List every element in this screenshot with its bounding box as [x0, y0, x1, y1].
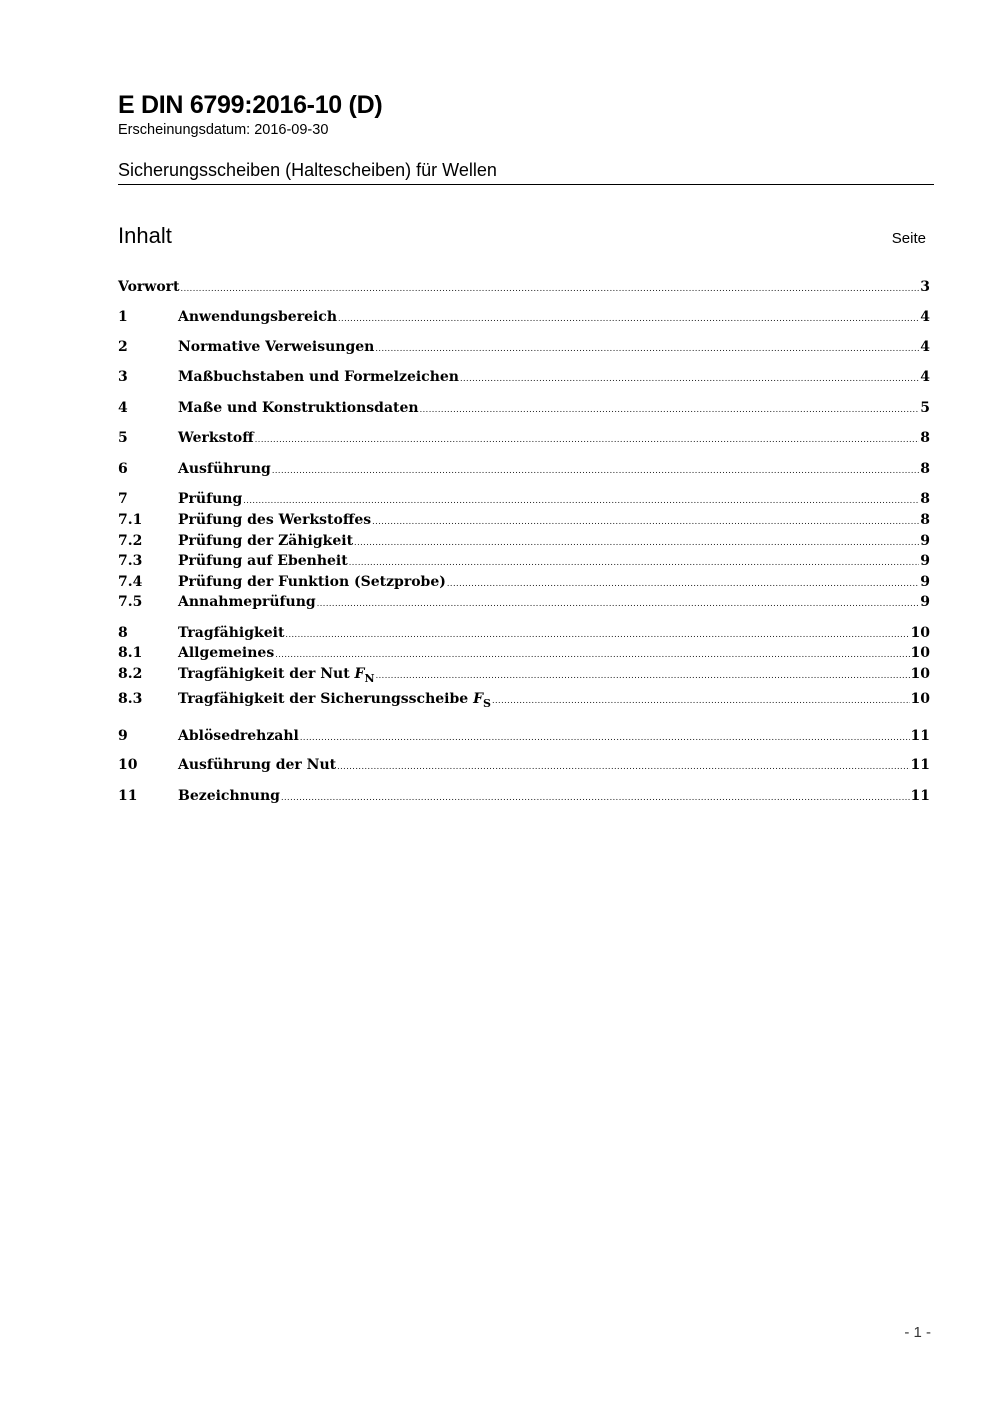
toc-entry-page: 4 — [920, 309, 930, 325]
toc-entry-10[interactable] — [118, 757, 930, 777]
toc-entry-number: 11 — [118, 788, 138, 804]
toc-entry-label: Allgemeines — [178, 645, 275, 661]
toc-entry-label: Prüfung auf Ebenheit — [178, 553, 348, 569]
toc-entry-number: 8 — [118, 625, 128, 641]
toc-leader-dots — [420, 405, 920, 414]
toc-entry-page: 9 — [920, 574, 930, 590]
toc-entry-vorwort[interactable] — [118, 279, 930, 299]
toc-entry-number: 8.2 — [118, 666, 143, 682]
toc-leader-dots — [372, 517, 919, 526]
toc-entry-number: 6 — [118, 461, 128, 477]
toc-leader-dots — [275, 650, 909, 659]
toc-entry-number: 7.3 — [118, 553, 143, 569]
toc-entry-7-4[interactable] — [118, 574, 930, 594]
toc-entry-page: 11 — [910, 788, 930, 804]
toc-entry-label: Werkstoff — [178, 430, 254, 446]
toc-entry-number: 7.5 — [118, 594, 143, 610]
toc-leader-dots — [338, 314, 919, 323]
toc-leader-dots — [255, 435, 920, 444]
toc-entry-number: 3 — [118, 369, 128, 385]
toc-entry-8-3[interactable] — [118, 691, 930, 711]
toc-entry-label: Maßbuchstaben und Formelzeichen — [178, 369, 459, 385]
toc-entry-page: 3 — [920, 279, 930, 295]
toc-entry-page: 9 — [920, 533, 930, 549]
toc-entry-number: 7.2 — [118, 533, 143, 549]
toc-entry-8-1[interactable] — [118, 645, 930, 665]
toc-leader-dots — [376, 671, 910, 680]
toc-leader-dots — [492, 696, 910, 705]
toc-entry-page: 10 — [910, 645, 930, 661]
toc-leader-dots — [300, 733, 910, 742]
formula-symbol — [354, 666, 375, 685]
toc-leader-dots — [181, 284, 920, 293]
toc-entry-8-2[interactable] — [118, 666, 930, 686]
toc-entry-page: 9 — [920, 594, 930, 610]
toc-entry-page: 5 — [920, 400, 930, 416]
toc-entry-5[interactable] — [118, 430, 930, 450]
toc-entry-page: 4 — [920, 339, 930, 355]
toc-entry-page: 11 — [910, 728, 930, 744]
document-subject: Sicherungsscheiben (Haltescheiben) für Wellen — [118, 159, 934, 185]
page-number: - 1 - — [904, 1324, 931, 1341]
toc-entry-7-1[interactable] — [118, 512, 930, 532]
toc-entry-7-2[interactable] — [118, 533, 930, 553]
toc-entry-page: 11 — [910, 757, 930, 773]
toc-entry-label: Ausführung der Nut — [178, 757, 337, 773]
formula-symbol-main: F — [473, 691, 484, 707]
toc-entry-label: Vorwort — [118, 279, 180, 295]
toc-entry-number: 7 — [118, 491, 128, 507]
toc-entry-label: Tragfähigkeit — [178, 625, 285, 641]
toc-entry-7-3[interactable] — [118, 553, 930, 573]
toc-leader-dots — [460, 374, 919, 383]
toc-leader-dots — [375, 344, 919, 353]
toc-entry-page: 10 — [910, 691, 930, 707]
toc-entry-label: Prüfung des Werkstoffes — [178, 512, 372, 528]
toc-entry-3[interactable] — [118, 369, 930, 389]
toc-entry-label-text: Tragfähigkeit der Sicherungsscheibe — [178, 691, 469, 707]
toc-entry-label: Bezeichnung — [178, 788, 280, 804]
toc-leader-dots — [281, 793, 910, 802]
toc-entry-6[interactable] — [118, 461, 930, 481]
toc-entry-label: Annahmeprüfung — [178, 594, 316, 610]
toc-entry-number: 7.1 — [118, 512, 143, 528]
toc-entry-page: 8 — [920, 491, 930, 507]
toc-heading — [118, 223, 926, 249]
toc-entry-label: Maße und Konstruktionsdaten — [178, 400, 419, 416]
toc-page-column-label: Seite — [891, 230, 926, 247]
toc-entry-7[interactable] — [118, 491, 930, 511]
toc-entry-2[interactable] — [118, 339, 930, 359]
toc-entry-7-5[interactable] — [118, 594, 930, 614]
toc-title: Inhalt — [118, 223, 172, 248]
toc-leader-dots — [349, 558, 920, 567]
formula-symbol-main: F — [354, 666, 365, 682]
toc-entry-label — [178, 691, 491, 710]
publication-date: Erscheinungsdatum: 2016-09-30 — [118, 122, 329, 138]
toc-leader-dots — [447, 579, 919, 588]
toc-entry-1[interactable] — [118, 309, 930, 329]
toc-entry-page: 10 — [910, 666, 930, 682]
toc-entry-number: 10 — [118, 757, 138, 773]
toc-entry-4[interactable] — [118, 400, 930, 420]
document-header — [118, 90, 934, 185]
toc-entry-label-text: Tragfähigkeit der Nut — [178, 666, 350, 682]
toc-entry-11[interactable] — [118, 788, 930, 808]
toc-entry-label: Prüfung — [178, 491, 243, 507]
toc-entry-number: 1 — [118, 309, 128, 325]
document-id: E DIN 6799:2016-10 (D) — [118, 91, 383, 119]
toc-leader-dots — [354, 538, 919, 547]
toc-entry-page: 10 — [910, 625, 930, 641]
toc-entry-label: Prüfung der Zähigkeit — [178, 533, 354, 549]
toc-leader-dots — [317, 599, 920, 608]
toc-entry-number: 8.1 — [118, 645, 143, 661]
toc-entry-page: 8 — [920, 461, 930, 477]
toc-entry-9[interactable] — [118, 728, 930, 748]
toc-entry-label: Normative Verweisungen — [178, 339, 375, 355]
toc-entry-label: Prüfung der Funktion (Setzprobe) — [178, 574, 446, 590]
toc-entry-number: 4 — [118, 400, 128, 416]
toc-leader-dots — [285, 630, 909, 639]
toc-entry-number: 9 — [118, 728, 128, 744]
toc-entry-page: 9 — [920, 553, 930, 569]
toc-entry-page: 8 — [920, 430, 930, 446]
toc-entry-number: 8.3 — [118, 691, 143, 707]
formula-symbol-subscript: S — [483, 696, 491, 710]
toc-leader-dots — [243, 496, 919, 505]
toc-entry-number: 7.4 — [118, 574, 143, 590]
toc-entry-page: 4 — [920, 369, 930, 385]
toc-entry-label: Ausführung — [178, 461, 271, 477]
toc-entry-page: 8 — [920, 512, 930, 528]
formula-symbol — [473, 691, 491, 710]
toc-leader-dots — [337, 762, 909, 771]
toc-entry-8[interactable] — [118, 625, 930, 645]
toc-entry-number: 2 — [118, 339, 128, 355]
toc-leader-dots — [272, 466, 919, 475]
toc-entry-label: Ablösedrehzahl — [178, 728, 299, 744]
toc-entry-number: 5 — [118, 430, 128, 446]
toc-entry-label — [178, 666, 375, 685]
toc-entry-label: Anwendungsbereich — [178, 309, 337, 325]
formula-symbol-subscript: N — [364, 671, 375, 685]
